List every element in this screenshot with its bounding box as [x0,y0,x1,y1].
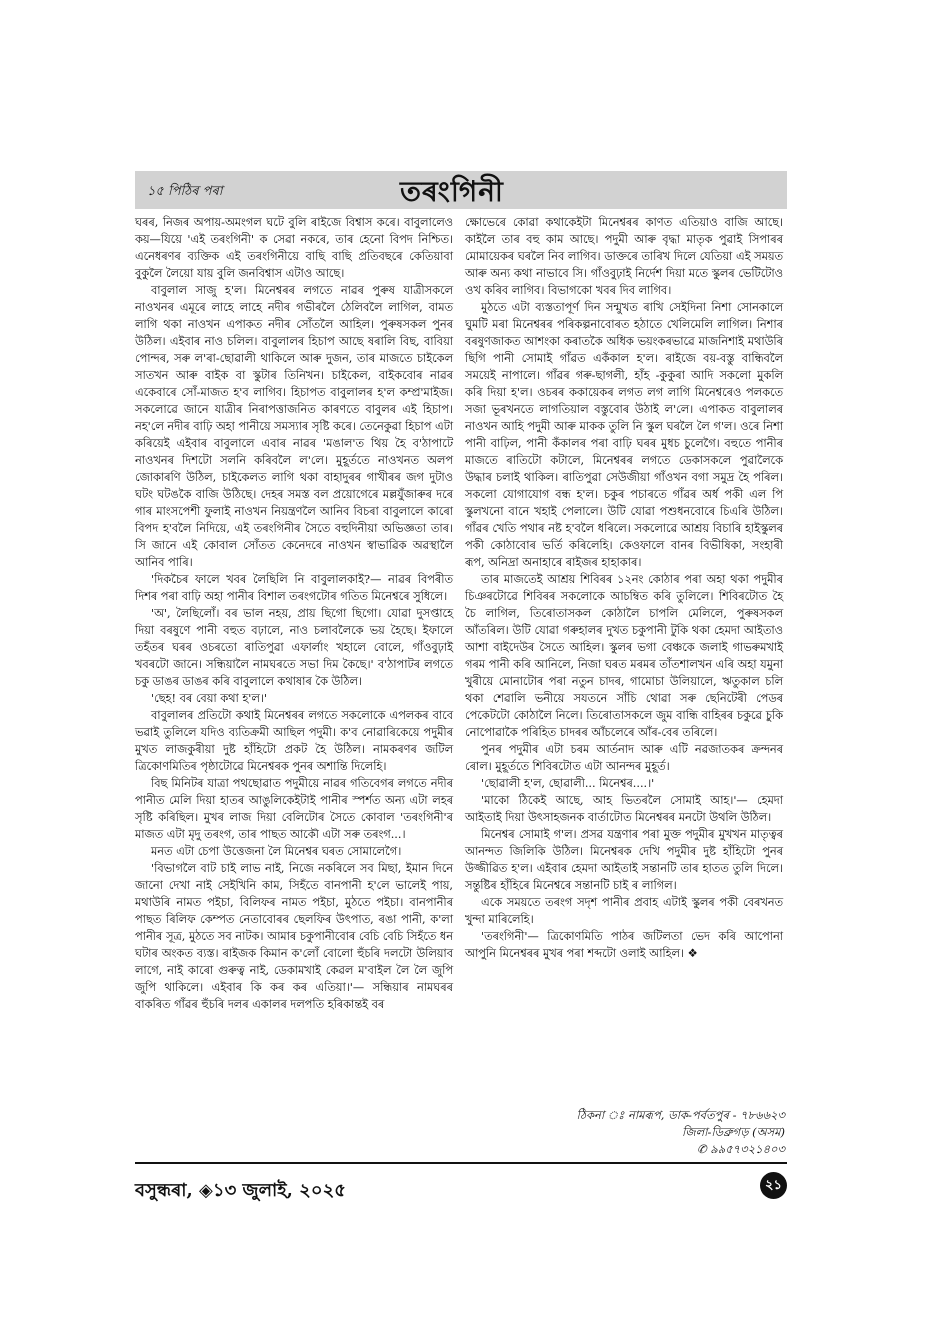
paragraph: ক্ষোভেৰে কোৱা কথাকেইটা মিনেশ্বৰৰ কাণত এতিয়াও বাজি আছে। কাইলৈ তাৰ বহু কাম আছে। পদুমী আৰু বৃদ্ধা মাতৃক পুৱাই সিপাৰৰ মোমায়েকৰ ঘৰলৈ নিব লাগিব। ডাক্তৰে তাৰিখ দিলে যেতিয়া এই সময়ত আৰু অন্য কথা নাভাবে সি। গাঁওবুঢ়াই নিৰ্দেশ দিয়া মতে স্কুলৰ ভেটিটোও ওখ কৰিব লাগিব। বিভাগকো খবৰ দিব লাগিব। [465,216,783,297]
paragraph: 'ছেহ! বৰ বেয়া কথা হ'ল।' [151,692,267,705]
paragraph: 'ছোৱালী হ'ল, ছোৱালী... মিনেশ্বৰ....।' [481,777,655,790]
paragraph: একে সময়তে তৰংগ সদৃশ পানীৰ প্ৰবাহ এটাই স্কুলৰ পকী বেৰখনত খুন্দা মাৰিলেহি। [465,896,783,926]
paragraph: মিনেশ্বৰ সোমাই গ'ল। প্ৰসৱ যন্ত্ৰণাৰ পৰা মুক্ত পদুমীৰ মুখখন মাতৃত্বৰ আনন্দত জিলিকি উঠিল। মিনেশ্বৰক দেখি পদুমীৰ দুষ্ট হাঁহিটো পুনৰ উজ্জীৱিত হ'ল। এইবাৰ হেমদা আইতাই সন্তানটি তাৰ হাতত তুলি দিলে। সন্তুষ্টিৰ হাঁহিৰে মিনেশ্বৰে সন্তানটি চাই ৰ লাগিল। [465,828,783,892]
paragraph: তাৰ মাজতেই আশ্ৰয় শিবিৰৰ ১২নং কোঠাৰ পৰা অহা থকা পদুমীৰ চিঞৰটোৱে শিবিৰৰ সকলোকে আচম্বিত কৰি তুলিলে। শিবিৰটোত হৈ চৈ লাগিল, তিৰোতাসকল কোঠালৈ চাপলি মেলিলে, পুৰুষসকল আঁতৰিল। উটি যোৱা গৰুহালৰ দুখত চকুপানী টুকি থকা হেমদা আইতাও আশা বাইদেউৰ সৈতে আহিল। স্কুলৰ ভগা বেঞ্চকে জলাই গাভৰুমখাই গৰম পানী কৰি আনিলে, নিজা ঘৰত মৰমৰ তাঁতশালখন এৰি অহা যমুনা খুৰীয়ে মোনাটোৰ পৰা নতুন চাদৰ, গামোচা উলিয়ালে, ঋতুকাল চলি থকা শেৱালি ভনীয়ে সযতনে সাঁচি থোৱা সৰু ছেনিটেৰী পেডৰ পেকেটটো কোঠালৈ নিলে। তিৰোতাসকলে জুম বান্ধি বাহিৰৰ চকুৱে চুকি নোপোৱাকৈ পৰিহিত চাদৰৰ আঁচলেৰে আঁৰ-বেৰ তৰিলে। [465,573,783,739]
footer-rule [135,1162,787,1164]
publication-footer: বসুন্ধৰা, ◈১৩ জুলাই, ২০২৫ [135,1180,346,1201]
phone-line: ✆ ৯৯৫৭৩২১৪০৩ [697,1142,785,1156]
paragraph: মুঠতে এটা ব্যস্ততাপূৰ্ণ দিন সন্মুখত ৰাখি সেইদিনা নিশা সোনকালে ঘুমটি মৰা মিনেশ্বৰৰ পৰিকল্পনাবোৰত হঠাতে খেলিমেলি লাগিল। নিশাৰ বৰষুণজাকত আশংকা কৰাতকৈ অধিক ভয়ংকৰভাৱে মাজনিশাই মথাউৰি ছিগি পানী সোমাই গাঁৱত একঁকাল হ'ল। ৰাইজে বয়-বস্তু বান্ধিবলৈ সময়েই নাপালে। গাঁৱৰ গৰু-ছাগলী, হাঁহ -কুকুৰা আদি সকলো মুকলি কৰি দিয়া হ'ল। ওচৰৰ ককায়েকৰ লগত লগ লাগি মিনেশ্বৰেও পলকতে সজা ভূৰখনতে লাগতিয়াল বস্তুবোৰ উঠাই ল'লে। এপাকত বাবুলালৰ নাওখন আহি পদুমী আৰু মাকক তুলি নি স্কুল ঘৰলৈ লৈ গ'ল। ওৰে নিশা পানী বাঢ়িল, পানী কঁকালৰ পৰা বাঢ়ি ঘৰৰ মুধচ চুলেগৈ। বহুতে পানীৰ মাজতে ৰাতিটো কটালে, মিনেশ্বৰৰ লগতে ডেকাসকলে পুৱালৈকে উদ্ধাৰ চলাই থাকিল। ৰাতিপুৱা সেউজীয়া গাঁওখন বগা সমুদ্ৰ হৈ পৰিল। সকলো যোগাযোগ বন্ধ হ'ল। চকুৰ পচাৰতে গাঁৱৰ অৰ্ধ পকী এল পি স্কুলখনো বানে খহাই পেলালে। উটি যোৱা পশুধনবোৰে চিএৰি উঠিল। গাঁৱৰ খেতি পথাৰ নষ্ট হ'বলৈ ধৰিলে। সকলোৱে আশ্ৰয় বিচাৰি হাইস্কুলৰ পকী কোঠাবোৰ ভৰ্তি কৰিলেহি। কেওফালে বানৰ বিভীষিকা, সংহাৰী ৰূপ, অনিদ্ৰা অনাহাৰে ৰাইজৰ হাহাকাৰ। [465,301,783,569]
paragraph: বাবুলাল সাজু হ'ল। মিনেশ্বৰৰ লগতে নাৱৰ পুৰুষ যাত্ৰীসকলে নাওখনৰ এমূৰে লাহে লাহে নদীৰ গভীৰলৈ ঠেলিবলৈ লাগিল, বামত লাগি থকা নাওখন এপাকত নদীৰ সোঁতলৈ আহিল। পুৰুষসকল পুনৰ উঠিল। এইবাৰ নাও চলিল। বাবুলালৰ হিচাপ আছে ষৰালি বিছ, বাবিয়া পোন্দৰ, সৰু ল'ৰা-ছোৱালী থাকিলে আৰু দুজন, তাৰ মাজতে চাইকেল সাতখন আৰু বাইক বা স্কুটাৰ তিনিখন। চাইকেল, বাইকবোৰ নাৱৰ একেবাৰে সোঁ-মাজত হ'ব লাগিব। হিচাপত বাবুলালৰ হ'ল কম্প্ৰ'মাইজ। সকলোৱে জানে যাত্ৰীৰ নিৰাপত্তাজনিত কাৰণতে বাবুলৰ এই হিচাপ। নহ'লে নদীৰ বাঢ়ি অহা পানীয়ে সমস্যাৰ সৃষ্টি কৰে। তেনেকুৱা হিচাপ এটা কৰিয়েই এইবাৰ বাবুলালে এবাৰ নাৱৰ 'মঙাল'ত থিয় হৈ ব'ঠাপাটে নাওখনৰ দিশটো সলনি কৰিবলৈ ল'লে। মুহূৰ্ততে নাওখনত অলপ জোকাৰণি উঠিল, চাইকেলত লাগি থকা বাহাদুৰৰ গাখীৰৰ জগ দুটাও ঘটং ঘটঙকৈ বাজি উঠিছে। দেহৰ সমস্ত বল প্ৰয়োগেৰে মল্লযুঁজাৰুৰ দৰে গাৰ মাংসপেশী ফুলাই নাওখন নিয়ন্ত্ৰণলৈ আনিব বিচৰা বাবুলালে কাৰো বিপদ হ'বলৈ নিদিয়ে, এই তৰংগিনীৰ সৈতে বহুদিনীয়া অভিজ্ঞতা তাৰ। সি জানে এই কোবাল সোঁতত কেনেদৰে নাওখন স্বাভাৱিক অৱস্থালৈ আনিব পাৰি। [135,284,453,569]
paragraph: বাবুলালৰ প্ৰতিটো কথাই মিনেশ্বৰৰ লগতে সকলোকে এপলকৰ বাবে ভৱাই তুলিলে যদিও ব্যতিক্ৰমী আছিল পদুমী। ক'ব নোৱাৰিকেয়ে পদুমীৰ মুখত লাজকুৰীয়া দুষ্ট হাঁহিটো প্ৰকট হৈ উঠিল। নামকৰণৰ জটিল ত্ৰিকোণমিতিৰ পৃষ্ঠাটোৱে মিনেশ্বৰক পুনৰ অশান্তি দিলেহি। [135,709,453,773]
paragraph: 'তৰংগিনী'— ত্ৰিকোণমিতি পাঠৰ জটিলতা ভেদ কৰি আপোনা আপুনি মিনেশ্বৰৰ মুখৰ পৰা শব্দটো ওলাই আহিল। ❖ [465,930,783,960]
paragraph: মনত এটা চেপা উত্তেজনা লৈ মিনেশ্বৰ ঘৰত সোমালেগৈ। [151,845,402,858]
continued-from-label: ১৫ পিঠিৰ পৰা [147,184,223,199]
paragraph: 'মাকো ঠিকেই আছে, আহ ভিতৰলৈ সোমাই আহ।'— হেমদা আইতাই দিয়া উৎসাহজনক বাৰ্তাটোত মিনেশ্বৰৰ মনটো উথলি উঠিল। [465,794,783,824]
paragraph: 'বিভাগলৈ বাট চাই লাভ নাই, নিজে নকৰিলে সব মিছা, ইমান দিনে জানো দেখা নাই সেইখিনি কাম, সিহঁতে বানপানী হ'লে ভালেই পায়, মথাউৰি নামত পইচা, বিলিফৰ নামত পইচা, মুঠতে পইচা। বানপানীৰ পাছত ৰিলিফ কেম্পত নেতাবোৰৰ ছেলফিৰ উৎপাত, ৰঙা পানী, ক'লা পানীৰ সূত্ৰ, মুঠতে সব নাটক। আমাৰ চকুপানীবোৰ বেচি বেচি সিহঁতে ধন ঘটাৰ অংকত ব্যস্ত। ৰাইজক কিমান ক'লোঁ বোলো হুঁচৰি দলটো উলিয়াব লাগে, নাই কাৰো গুৰুত্ব নাই, ডেকামখাই কেৱল ম'বাইল লৈ লৈ জুপি জুপি থাকিলে। এইবাৰ কি কৰ কৰ এতিয়া।'— সন্ধিয়াৰ নামঘৰৰ বাকৰিত গাঁৱৰ হুঁচৰি দলৰ একালৰ দলপতি হৰিকান্তই বৰ [135,862,453,1011]
left-text-column [135,214,453,1013]
district-line: জিলা-ডিব্ৰুগড় (অসম) [682,1125,785,1139]
paragraph: ঘৰৰ, নিজৰ অপায়-অমংগল ঘটে বুলি ৰাইজে বিশ্বাস কৰে। বাবুলালেও কয়—যিয়ে 'এই তৰংগিনী' ক সেৱা নকৰে, তাৰ হেনো বিপদ নিশ্চিত। এনেধৰণৰ ব্যক্তিক এই তৰংগিনীয়ে বাছি বাছি প্ৰতিবছৰে কেতিয়াবা বুকুলৈ লৈয়ো যায় বুলি জনবিশ্বাস এটাও আছে। [135,216,453,280]
paragraph: 'অ', লৈছিলোঁ। বৰ ভাল নহয়, প্ৰায় ছিগো ছিগো। যোৱা দুসপ্তাহে দিয়া বৰষুণে পানী বহুত বঢ়ালে, নাও চলাবলৈকে ভয় হৈছে। ইফালে তহঁতৰ ঘৰৰ ওচৰতো ৰাতিপুৱা এফাৰ্লাং খহালে বোলে, গাঁওবুঢ়াই খবৰটো জানে। সন্ধিয়ালৈ নামঘৰতে সভা দিম কৈছে।' ব'ঠাপাটৰ লগতে চকু ডাঙৰ ডাঙৰ কৰি বাবুলালে কথাষাৰ কৈ উঠিল। [135,607,453,688]
author-address [465,1107,785,1158]
page-number-badge: ২১ [760,1172,787,1199]
paragraph: 'দিকচৈৰ ফালে খবৰ লৈছিলি নি বাবুলালকাই?— নাৱৰ বিপৰীত দিশৰ পৰা বাঢ়ি অহা পানীৰ বিশাল তৰংগটোৰ গতিত মিনেশ্বৰে সুধিলে। [135,573,453,603]
paragraph: পুনৰ পদুমীৰ এটা চৰম আৰ্তনাদ আৰু এটি নৱজাতকৰ ক্ৰন্দনৰ ৰোল। মুহূৰ্ততে শিবিৰটোত এটা আনন্দৰ মুহূৰ্ত। [465,743,783,773]
story-title: তৰংগিনী [400,175,504,208]
right-text-column [465,214,783,962]
paragraph: বিছ মিনিটৰ যাত্ৰা পথছোৱাত পদুমীয়ে নাৱৰ গতিবেগৰ লগতে নদীৰ পানীত মেলি দিয়া হাতৰ আঙুলিকেইটাই পানীৰ স্পৰ্শত অন্য এটা লহৰ সৃষ্টি কৰিছিল। মুখৰ লাজ দিয়া বেলিটোৰ সৈতে কোবাল 'তৰংগিনী'ৰ মাজত এটা মৃদু তৰংগ, তাৰ পাছত আকৌ এটা সৰু তৰংগ...। [135,777,453,841]
address-line: ঠিকনা ঃ নামৰূপ, ডাক-পৰ্বতপুৰ - ৭৮৬৬২৩ [576,1108,785,1122]
